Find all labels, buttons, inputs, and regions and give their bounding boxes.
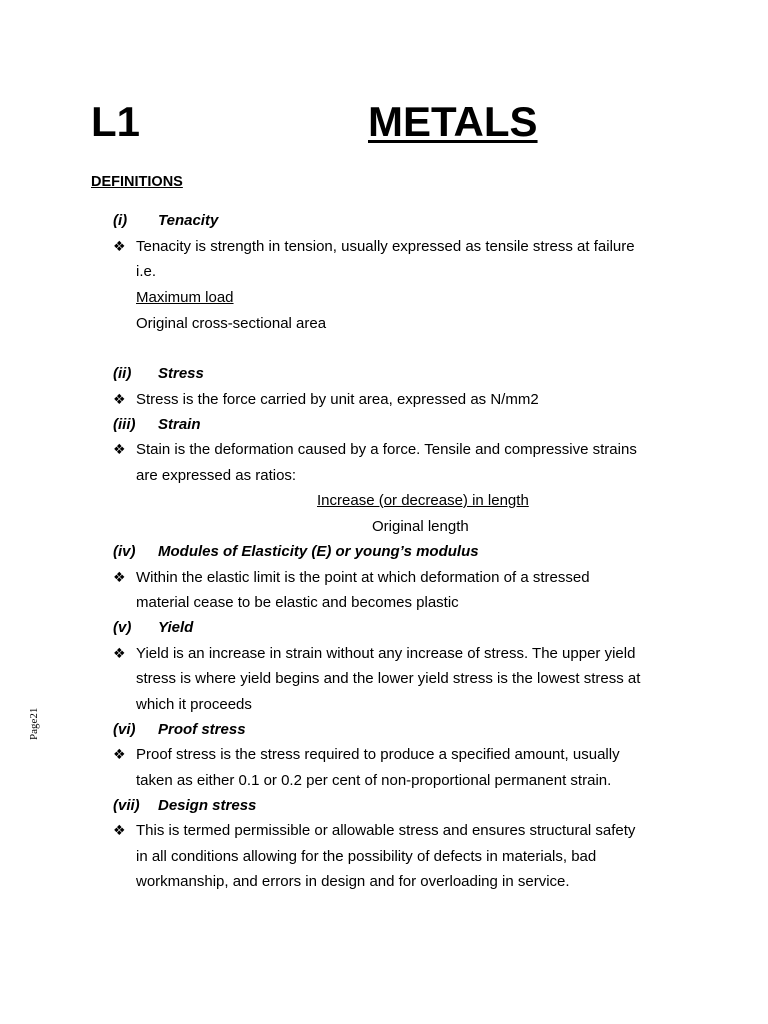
body-line: Proof stress is the stress required to produce a specified amount, usually	[136, 746, 620, 763]
item-number: (i)	[113, 212, 128, 229]
chapter-label: L1	[91, 98, 141, 145]
bullet-icon: ❖	[113, 441, 126, 457]
section-title: DEFINITIONS	[91, 174, 183, 190]
body-line: Tenacity is strength in tension, usually expressed as tensile stress at failure	[136, 238, 635, 255]
body-line: workmanship, and errors in design and for overloading in service.	[136, 873, 570, 890]
item-heading: Tenacity	[158, 212, 219, 229]
item-number: (vi)	[113, 721, 136, 738]
item-heading: Strain	[158, 416, 201, 433]
formula-denominator: Original length	[372, 518, 469, 535]
item-number: (iii)	[113, 416, 136, 433]
body-line: i.e.	[136, 263, 157, 280]
body-line: This is termed permissible or allowable stress and ensures structural safety	[136, 822, 636, 839]
formula-numerator: Increase (or decrease) in length	[317, 492, 529, 509]
page-title: METALS	[368, 98, 538, 145]
body-line: taken as either 0.1 or 0.2 per cent of non-proportional permanent strain.	[136, 772, 612, 789]
body-line: Stress is the force carried by unit area, expressed as N/mm2	[136, 391, 539, 408]
item-number: (iv)	[113, 543, 136, 560]
bullet-icon: ❖	[113, 391, 126, 407]
body-line: Within the elastic limit is the point at which deformation of a stressed	[136, 569, 590, 586]
item-number: (vii)	[113, 797, 140, 814]
bullet-icon: ❖	[113, 238, 126, 254]
item-heading: Modules of Elasticity (E) or young’s modulus	[158, 543, 479, 560]
body-line: stress is where yield begins and the lower yield stress is the lowest stress at	[136, 670, 641, 687]
item-heading: Yield	[158, 619, 194, 636]
formula-denominator: Original cross-sectional area	[136, 315, 327, 332]
body-line: Yield is an increase in strain without any increase of stress. The upper yield	[136, 645, 636, 662]
body-line: are expressed as ratios:	[136, 467, 297, 484]
item-number: (v)	[113, 619, 132, 636]
body-line: which it proceeds	[136, 696, 252, 713]
item-heading: Proof stress	[158, 721, 246, 738]
body-line: Stain is the deformation caused by a force. Tensile and compressive strains	[136, 441, 637, 458]
bullet-icon: ❖	[113, 746, 126, 762]
bullet-icon: ❖	[113, 822, 126, 838]
item-heading: Stress	[158, 365, 204, 382]
bullet-icon: ❖	[113, 645, 126, 661]
body-line: material cease to be elastic and becomes plastic	[136, 594, 459, 611]
item-number: (ii)	[113, 365, 132, 382]
body-line: in all conditions allowing for the possibility of defects in materials, bad	[136, 848, 597, 865]
item-heading: Design stress	[158, 797, 257, 814]
formula-numerator: Maximum load	[136, 289, 234, 306]
bullet-icon: ❖	[113, 569, 126, 585]
page-number: Page21	[28, 707, 40, 740]
